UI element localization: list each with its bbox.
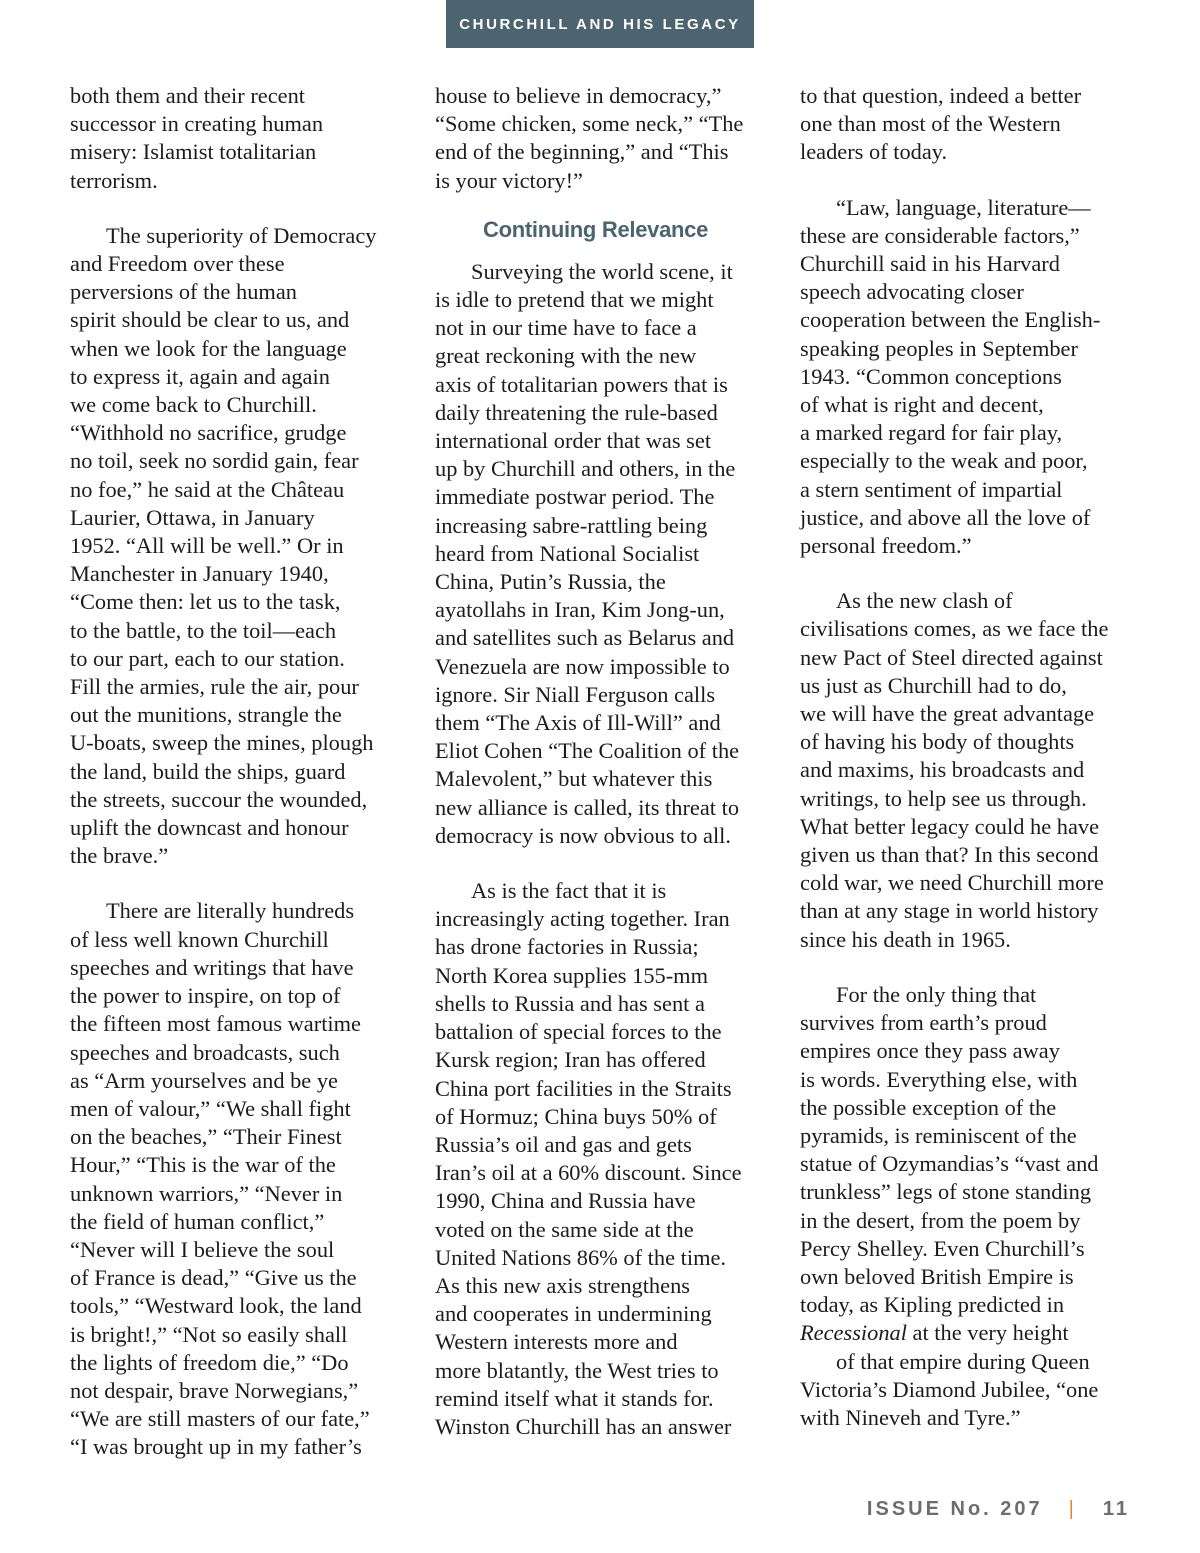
text-line: Malevolent,” but whatever this — [435, 766, 713, 792]
text-line: house to believe in democracy,” — [435, 83, 722, 108]
text-line: trunkless” legs of stone standing — [800, 1179, 1092, 1205]
text-line: 1990, China and Russia have — [435, 1188, 696, 1214]
text-line: to our part, each to our station. — [70, 645, 345, 671]
text-line: justice, and above all the love of — [800, 504, 1091, 530]
text-line: is your victory!” — [435, 167, 583, 193]
text-line: in the desert, from the poem by — [800, 1207, 1081, 1233]
text-line: battalion of special forces to the — [435, 1019, 722, 1045]
text-line: increasingly acting together. Iran — [435, 906, 730, 932]
text-line: As the new clash of — [836, 588, 1013, 614]
text-line: personal freedom.” — [800, 533, 972, 559]
paragraph — [800, 587, 1108, 954]
text-line: speech advocating closer — [800, 279, 1024, 305]
text-line: we will have the great advantage — [800, 701, 1095, 727]
text-line: on the beaches,” “Their Finest — [70, 1124, 342, 1150]
paragraph — [435, 258, 743, 850]
text-line: new alliance is called, its threat to — [435, 794, 740, 820]
text-line: the field of human conflict,” — [70, 1208, 325, 1234]
text-line: men of valour,” “We shall fight — [70, 1095, 351, 1121]
text-line: cold war, we need Churchill more — [800, 870, 1104, 896]
text-line: What better legacy could he have — [800, 813, 1100, 839]
text-line: ignore. Sir Niall Ferguson calls — [435, 681, 716, 707]
text-line: “Withhold no sacrifice, grudge — [70, 420, 347, 446]
text-line: Surveying the world scene, it — [471, 258, 733, 284]
text-line: a stern sentiment of impartial — [800, 476, 1063, 502]
text-line: end of the beginning,” and “This — [435, 139, 729, 165]
text-line: Churchill said in his Harvard — [800, 251, 1060, 277]
text-line: up by Churchill and others, in the — [435, 456, 736, 482]
text-line: of Hormuz; China buys 50% of — [435, 1103, 717, 1129]
text-line: we come back to Churchill. — [70, 392, 317, 418]
text-line — [800, 1319, 1108, 1347]
text-line: a marked regard for fair play, — [800, 420, 1063, 446]
paragraph — [70, 897, 376, 1461]
text-line: given us than that? In this second — [800, 842, 1099, 868]
text-line: one than most of the Western — [800, 111, 1061, 137]
text-line: the possible exception of the — [800, 1094, 1057, 1120]
text-line: and satellites such as Belarus and — [435, 625, 735, 651]
column-1 — [70, 82, 376, 1489]
section-header-tab — [446, 0, 754, 48]
text-line: has drone factories in Russia; — [435, 934, 699, 960]
text-line: especially to the weak and poor, — [800, 448, 1088, 474]
text-line: Eliot Cohen “The Coalition of the — [435, 738, 740, 764]
text-line: 1952. “All will be well.” Or in — [70, 533, 344, 559]
text-line: both them and their recent — [70, 83, 306, 108]
text-line: spirit should be clear to us, and — [70, 307, 350, 333]
text-line: Venezuela are now impossible to — [435, 653, 730, 679]
text-line: “Law, language, literature— — [836, 194, 1091, 220]
text-line: no toil, seek no sordid gain, fear — [70, 448, 359, 474]
text-line: statue of Ozymandias’s “vast and — [800, 1151, 1099, 1177]
text-line: voted on the same side at the — [435, 1216, 694, 1242]
text-line: of less well known Churchill — [70, 926, 329, 952]
text-line: civilisations comes, as we face the — [800, 616, 1109, 642]
paragraph-lines — [800, 981, 1108, 1319]
text-line: is idle to pretend that we might — [435, 287, 714, 313]
text-line: uplift the downcast and honour — [70, 815, 349, 841]
text-line: unknown warriors,” “Never in — [70, 1180, 343, 1206]
text-line: when we look for the language — [70, 335, 347, 361]
footer-separator: | — [1068, 1498, 1077, 1520]
text-line: immediate postwar period. The — [435, 484, 715, 510]
text-line: Victoria’s Diamond Jubilee, “one — [800, 1376, 1099, 1402]
text-line: remind itself what it stands for. — [435, 1385, 714, 1411]
text-line: Percy Shelley. Even Churchill’s — [800, 1235, 1085, 1261]
text-line: is bright!,” “Not so easily shall — [70, 1321, 348, 1347]
text-line: “Some chicken, some neck,” “The — [435, 111, 744, 137]
paragraph — [800, 82, 1108, 167]
text-line: the power to inspire, on top of — [70, 983, 341, 1009]
page-number: 11 — [1102, 1498, 1130, 1520]
text-line: “I was brought up in my father’s — [70, 1434, 362, 1460]
issue-number: ISSUE No. 207 — [866, 1498, 1043, 1520]
text-line: than at any stage in world history — [800, 898, 1099, 924]
text-line: China, Putin’s Russia, the — [435, 569, 666, 595]
text-line: democracy is now obvious to all. — [435, 822, 731, 848]
text-line: the streets, succour the wounded, — [70, 786, 368, 812]
text-line: “Come then: let us to the task, — [70, 589, 341, 615]
text-line: The superiority of Democracy — [106, 222, 377, 248]
text-line: speeches and broadcasts, such — [70, 1039, 340, 1065]
text-line: great reckoning with the new — [435, 343, 697, 369]
text-fragment: at the very height — [906, 1320, 1069, 1346]
text-line: and Freedom over these — [70, 251, 285, 277]
text-line: and maxims, his broadcasts and — [800, 757, 1085, 783]
text-line: For the only thing that — [836, 981, 1037, 1007]
text-line: successor in creating human — [70, 111, 324, 137]
paragraph-lines — [800, 1348, 1108, 1433]
text-line: international order that was set — [435, 428, 712, 454]
text-line: Winston Churchill has an answer — [435, 1413, 732, 1439]
text-line: of having his body of thoughts — [800, 729, 1075, 755]
paragraph — [800, 981, 1108, 1432]
paragraph — [70, 222, 376, 871]
text-line: “Never will I believe the soul — [70, 1236, 335, 1262]
text-line: to express it, again and again — [70, 363, 330, 389]
paragraph — [800, 194, 1108, 561]
text-line: perversions of the human — [70, 279, 297, 305]
text-line: There are literally hundreds — [106, 898, 355, 924]
text-line: the land, build the ships, guard — [70, 758, 346, 784]
text-line: North Korea supplies 155-mm — [435, 962, 708, 988]
text-line: with Nineveh and Tyre.” — [800, 1404, 1021, 1430]
text-line: “We are still masters of our fate,” — [70, 1406, 370, 1432]
text-line: out the munitions, strangle the — [70, 702, 342, 728]
text-line: United Nations 86% of the time. — [435, 1244, 727, 1270]
text-line: us just as Churchill had to do, — [800, 672, 1067, 698]
text-line: not despair, brave Norwegians,” — [70, 1377, 359, 1403]
text-line: more blatantly, the West tries to — [435, 1357, 719, 1383]
text-line: is words. Everything else, with — [800, 1066, 1078, 1092]
text-line: Fill the armies, rule the air, pour — [70, 674, 359, 700]
text-line: tools,” “Westward look, the land — [70, 1293, 362, 1319]
paragraph — [435, 877, 743, 1441]
text-line: to that question, indeed a better — [800, 83, 1082, 108]
text-line: pyramids, is reminiscent of the — [800, 1122, 1077, 1148]
text-line: not in our time have to face a — [435, 315, 697, 341]
text-line: of what is right and decent, — [800, 392, 1044, 418]
text-line: new Pact of Steel directed against — [800, 644, 1103, 670]
text-line: empires once they pass away — [800, 1038, 1060, 1064]
paragraph — [435, 82, 743, 195]
italic-title: Recessional — [800, 1320, 907, 1346]
text-line: Russia’s oil and gas and gets — [435, 1131, 692, 1157]
column-2 — [435, 82, 743, 1468]
column-3 — [800, 82, 1108, 1459]
text-line: axis of totalitarian powers that is — [435, 371, 728, 397]
text-line: As is the fact that it is — [471, 878, 667, 904]
text-line: speeches and writings that have — [70, 954, 354, 980]
text-line: heard from National Socialist — [435, 540, 700, 566]
text-line: speaking peoples in September — [800, 335, 1078, 361]
section-title: CHURCHILL AND HIS LEGACY — [459, 15, 741, 33]
text-line: misery: Islamist totalitarian — [70, 139, 317, 165]
text-line: ayatollahs in Iran, Kim Jong-un, — [435, 597, 725, 623]
text-line: the lights of freedom die,” “Do — [70, 1349, 349, 1375]
text-line: of France is dead,” “Give us the — [70, 1265, 357, 1291]
text-line: leaders of today. — [800, 139, 948, 165]
page-footer — [867, 1498, 1130, 1521]
text-line: to the battle, to the toil—each — [70, 617, 337, 643]
text-line: Kursk region; Iran has offered — [435, 1047, 706, 1073]
text-line: today, as Kipling predicted in — [800, 1292, 1065, 1318]
text-line: own beloved British Empire is — [800, 1263, 1074, 1289]
text-line: these are considerable factors,” — [800, 222, 1080, 248]
text-line: them “The Axis of Ill-Will” and — [435, 710, 721, 736]
text-line: the brave.” — [70, 843, 169, 869]
text-line: 1943. “Common conceptions — [800, 363, 1062, 389]
text-line: shells to Russia and has sent a — [435, 990, 705, 1016]
text-line: increasing sabre-rattling being — [435, 512, 708, 538]
text-line: the fifteen most famous wartime — [70, 1011, 361, 1037]
text-line: cooperation between the English- — [800, 307, 1101, 333]
text-line: daily threatening the rule-based — [435, 399, 718, 425]
text-line: of that empire during Queen — [836, 1348, 1090, 1374]
text-line: since his death in 1965. — [800, 926, 1011, 952]
text-line: Manchester in January 1940, — [70, 561, 329, 587]
text-line: terrorism. — [70, 167, 158, 193]
text-line: no foe,” he said at the Château — [70, 476, 345, 502]
text-line: U-boats, sweep the mines, plough — [70, 730, 374, 756]
text-line: survives from earth’s proud — [800, 1010, 1047, 1036]
section-subheading: Continuing Relevance — [483, 216, 709, 242]
text-line: Western interests more and — [435, 1329, 678, 1355]
text-line: As this new axis strengthens — [435, 1272, 690, 1298]
text-line: Hour,” “This is the war of the — [70, 1152, 336, 1178]
text-line: Iran’s oil at a 60% discount. Since — [435, 1160, 742, 1186]
text-line: and cooperates in undermining — [435, 1301, 712, 1327]
text-line: as “Arm yourselves and be ye — [70, 1067, 338, 1093]
text-line: Laurier, Ottawa, in January — [70, 504, 315, 530]
text-line: writings, to help see us through. — [800, 785, 1087, 811]
paragraph — [70, 82, 376, 195]
text-line: China port facilities in the Straits — [435, 1075, 732, 1101]
